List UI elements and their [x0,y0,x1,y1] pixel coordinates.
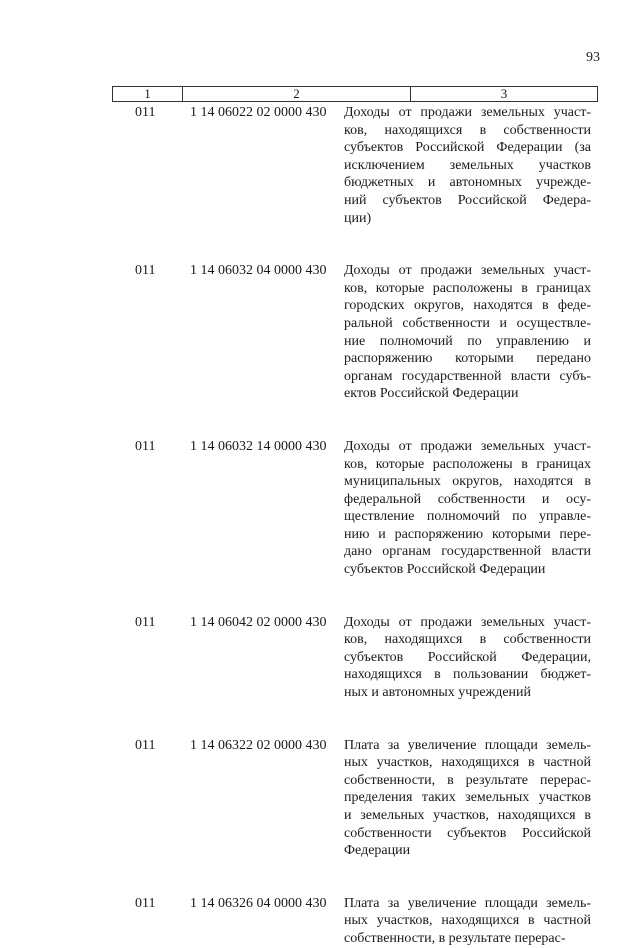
admin-code-cell: 011 [135,737,156,753]
description-line: ральной собственности и осуществле- [344,315,591,331]
description-line: Плата за увеличение площади земель- [344,737,591,753]
admin-code-cell: 011 [135,105,156,120]
description-line: ков, которые расположены в границах [344,456,591,472]
description-line: Плата за увеличение площади земель- [344,895,591,911]
kbk-code-cell: 1 14 06032 14 0000 430 [190,438,327,454]
description-line: органам государственной власти субъ- [344,368,591,384]
description-line: ков, которые расположены в границах [344,280,591,296]
description-line: исключением земельных участков [344,157,591,173]
kbk-code-cell: 1 14 06322 02 0000 430 [190,737,327,753]
description-line: субъектов Российской Федерации [344,562,546,578]
kbk-code-cell: 1 14 06022 02 0000 430 [190,105,327,120]
description-line: распоряжению которыми передано [344,351,591,367]
description-line: находящихся в пользовании бюджет- [344,667,591,683]
description-line: ных и автономных учреждений [344,685,532,701]
description-line: ных участков, находящихся в частной [344,913,591,929]
table-row [112,260,598,403]
header-col-2: 2 [183,87,411,101]
description-line: собственности субъектов Российской [344,825,591,841]
description-line: собственности, в результате перерас- [344,772,591,788]
admin-code-cell: 011 [135,263,156,279]
description-line: ков, находящихся в собственности [344,122,591,138]
description-line: ков, находящихся в собственности [344,632,591,648]
description-line: федеральной собственности и осу- [344,491,591,507]
description-line: дано органам государственной власти [344,544,591,560]
description-line: Доходы от продажи земельных участ- [344,614,591,630]
description-line: городских округов, находятся в феде- [344,298,591,314]
table-row [112,436,598,579]
description-cell [344,102,591,227]
table-row [112,612,598,702]
description-line: ние полномочий по управлению и [344,333,591,349]
header-col-3: 3 [500,86,508,101]
table-header [112,86,598,102]
description-line: нию и распоряжению которыми пере- [344,526,591,542]
description-line: ществление полномочий по управле- [344,509,591,525]
description-line: и земельных участков, находящихся в [344,808,591,823]
description-line: Доходы от продажи земельных участ- [344,438,591,454]
kbk-code-cell: 1 14 06042 02 0000 430 [190,614,327,630]
table-body [112,102,598,948]
description-line: собственности, в результате перерас- [344,930,566,946]
description-line: субъектов Российской Федерации (за [344,140,591,156]
description-line: пределения таких земельных участков [344,790,591,806]
description-line: ектов Российской Федерации [344,386,519,402]
description-cell [344,436,591,579]
description-cell [344,735,591,860]
description-line: Доходы от продажи земельных участ- [344,105,591,120]
description-line: бюджетных и автономных учрежде- [344,175,591,191]
description-line: Доходы от продажи земельных участ- [344,263,591,279]
kbk-code-cell: 1 14 06032 04 0000 430 [190,263,327,279]
description-line: Федерации [344,843,411,859]
description-cell [344,260,591,403]
table-row [112,735,598,860]
description-line: ции) [344,210,372,226]
description-line: субъектов Российской Федерации, [344,649,591,665]
description-line: муниципальных округов, находятся в [344,474,591,490]
description-line: ных участков, находящихся в частной [344,755,591,771]
table-row [112,102,598,227]
kbk-code-cell: 1 14 06326 04 0000 430 [190,895,327,911]
admin-code-cell: 011 [135,438,156,454]
table-row [112,893,598,948]
page-number: 93 [586,50,600,65]
admin-code-cell: 011 [135,895,156,911]
description-cell [344,612,591,702]
description-cell [344,893,591,948]
description-line: ний субъектов Российской Федера- [344,192,591,208]
header-col-1: 1 [113,87,183,101]
admin-code-cell: 011 [135,614,156,630]
